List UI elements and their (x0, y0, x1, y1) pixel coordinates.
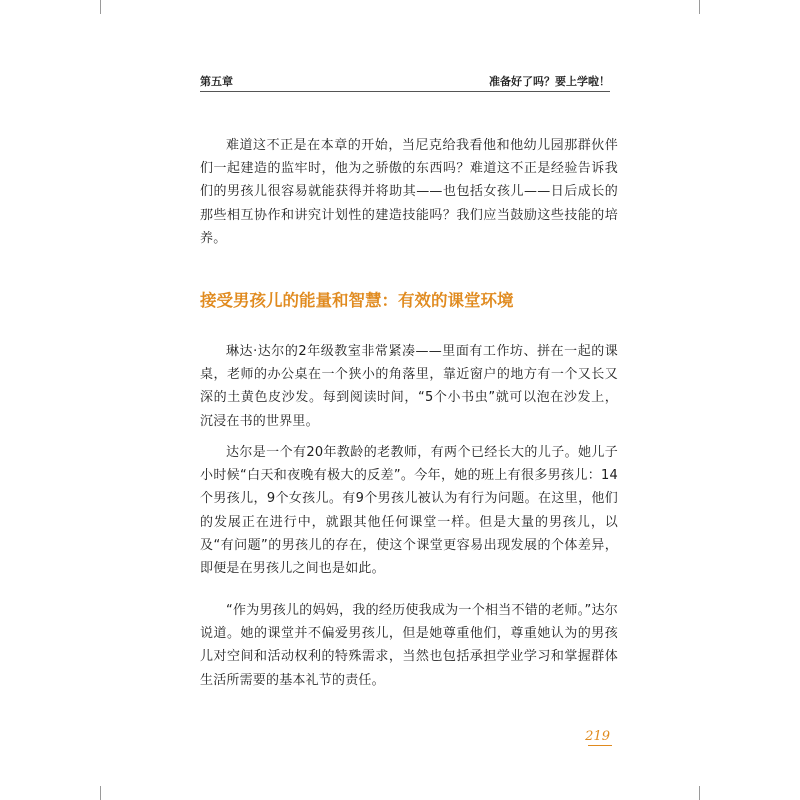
section-heading: 接受男孩儿的能量和智慧：有效的课堂环境 (200, 291, 514, 310)
body-paragraph: 达尔是一个有20年教龄的老教师，有两个已经长大的儿子。她儿子小时候“白天和夜晚有极大的反差”。今年，她的班上有很多男孩儿：14个男孩儿，9个女孩儿。有9个男孩儿被认为有行为问题。在这里，他们的发展正在进行中，就跟其他任何课堂一样。但是大量的男孩儿，以及“有问题”的男孩儿的存在，使这个课堂更容易出现发展的个体差异，即便是在男孩儿之间也是如此。 (200, 445, 618, 577)
chapter-title: 准备好了吗？要上学啦！ (489, 75, 610, 88)
crop-mark-top-right (699, 0, 700, 14)
body-paragraph: 琳达·达尔的2年级教室非常紧凑——里面有工作坊、拼在一起的课桌，老师的办公桌在一个狭小的角落里，靠近窗户的地方有一个又长又深的土黄色皮沙发。每到阅读时间，“5个小书虫”就可以泡在沙发上，沉浸在书的世界里。 (200, 344, 618, 429)
body-paragraph: “作为男孩儿的妈妈，我的经历使我成为一个相当不错的老师。”达尔说道。她的课堂并不偏爱男孩儿，但是她尊重他们，尊重她认为的男孩儿对空间和活动权利的特殊需求，当然也包括承担学业学习和掌握群体生活所需要的基本礼节的责任。 (200, 603, 618, 688)
page-number: 219 (585, 729, 610, 744)
running-head (200, 73, 610, 89)
crop-mark-bottom-left (100, 786, 101, 800)
body-paragraph: 难道这不正是在本章的开始，当尼克给我看他和他幼儿园那群伙伴们一起建造的监牢时，他为之骄傲的东西吗？难道这不正是经验告诉我们的男孩儿很容易就能获得并将助其——也包括女孩儿——日后成长的那些相互协作和讲究计划性的建造技能吗？我们应当鼓励这些技能的培养。 (200, 138, 618, 246)
chapter-label: 第五章 (200, 75, 233, 88)
crop-mark-bottom-right (699, 786, 700, 800)
crop-mark-top-left (100, 0, 101, 14)
header-rule (200, 91, 610, 92)
page-number-rule (588, 745, 612, 746)
